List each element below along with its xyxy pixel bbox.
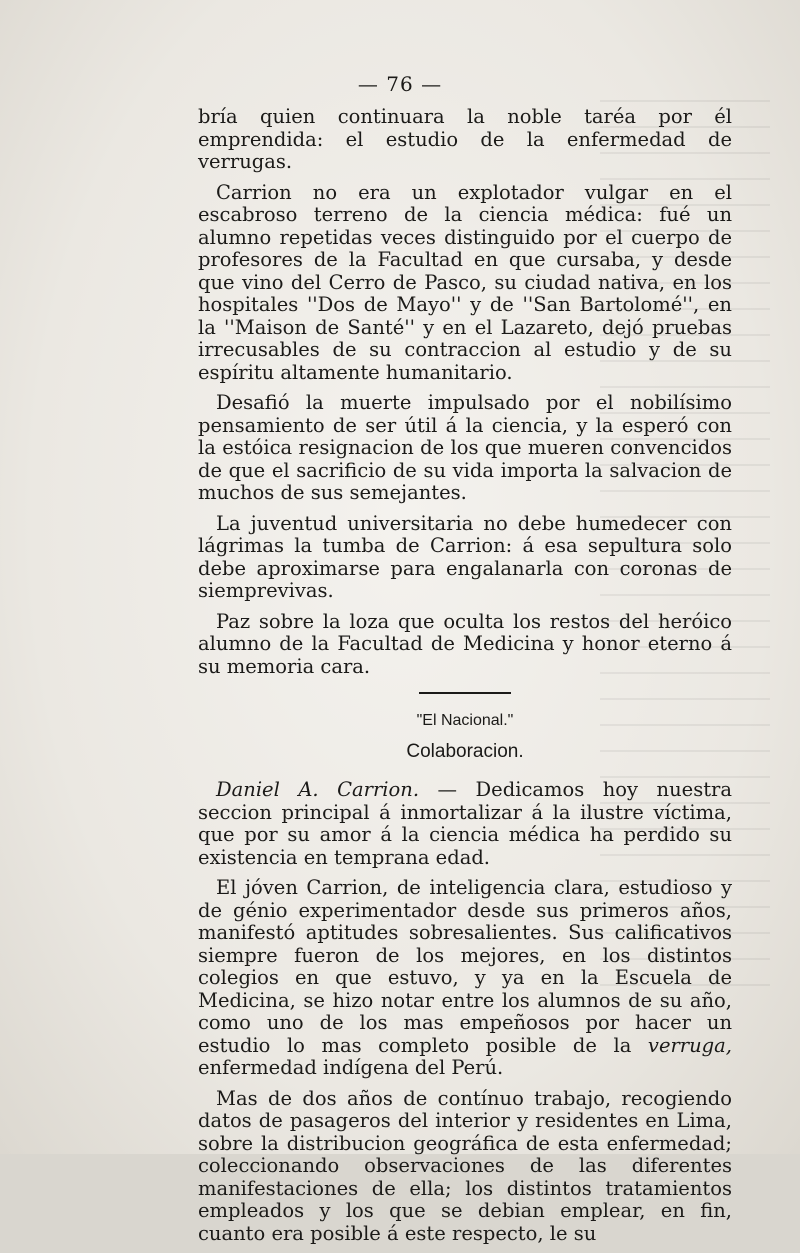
paragraph-university-youth: La juventud universitaria no debe humedecer con lágrimas la tumba de Carrion: á esa sepultura solo debe aproximarse para engalanarla con coronas de siemprevivas. xyxy=(198,511,732,602)
paragraph-continuation: bría quien continuara la noble taréa por él emprendida: el estudio de la enfermedad de verrugas. xyxy=(198,105,732,173)
newspaper-source: "El Nacional." xyxy=(416,712,514,729)
paragraph-dedication xyxy=(198,779,732,869)
young-carrion-end: enfermedad indígena del Perú. xyxy=(198,1056,504,1079)
section-heading: Colaboracion. xyxy=(406,740,524,762)
dedication-text: — Dedicamos hoy nuestra seccion principal á inmortalizar á la ilustre víctima, que por su amor á la ciencia médica ha perdido su existencia en temprana edad. xyxy=(198,778,732,869)
page-body xyxy=(198,106,732,1253)
paragraph-young-carrion xyxy=(198,877,732,1080)
page-number: — 76 — xyxy=(357,72,443,96)
paragraph-carrion-student: Carrion no era un explotador vulgar en el escabroso terreno de la ciencia médica: fué un alumno repetidas veces distinguido por el cuerpo de profesores de la Facultad en que cursaba, y desde que vino del Cerro de Pasco, su ciudad nativa, en los hospitales ''Dos de Mayo'' y de ''San Bartolomé'', en la ''Maison de Santé'' y en el Lazareto, dejó pruebas irrecusables de su contraccion al estudio y de su espíritu altamente humanitario. xyxy=(198,180,732,384)
verruga-term: verruga, xyxy=(647,1033,732,1057)
paragraph-death-defied: Desafió la muerte impulsado por el nobilísimo pensamiento de ser útil á la ciencia, y la esperó con la estóica resignacion de los que mueren convencidos de que el sacrificio de su vida importa la salvacion de muchos de sus semejantes. xyxy=(198,391,732,504)
paragraph-research: Mas de dos años de contínuo trabajo, recogiendo datos de pasageros del interior y residentes en Lima, sobre la distribucion geográfica de esta enfermedad; coleccionando observaciones de las diferentes manifestaciones de ella; los distintos tratamientos empleados y los que se debian emplear, en fin, cuanto era posible á este respecto, le su xyxy=(198,1086,732,1245)
paragraph-peace: Paz sobre la loza que oculta los restos del heróico alumno de la Facultad de Medicina y honor eterno á su memoria cara. xyxy=(198,609,732,678)
young-carrion-text: El jóven Carrion, de inteligencia clara, estudioso y de génio experimentador desde sus primeros años, manifestó aptitudes sobresalientes. Sus calificativos siempre fueron de los mejores, en los distintos colegios en que estuvo, y ya en la Escuela de Medicina, se hizo notar entre los alumnos de su año, como uno de los mas empeñosos por hacer un estudio lo mas completo posible de la xyxy=(198,876,732,1057)
author-name: Daniel A. Carrion. xyxy=(216,778,420,801)
section-divider xyxy=(419,692,511,694)
